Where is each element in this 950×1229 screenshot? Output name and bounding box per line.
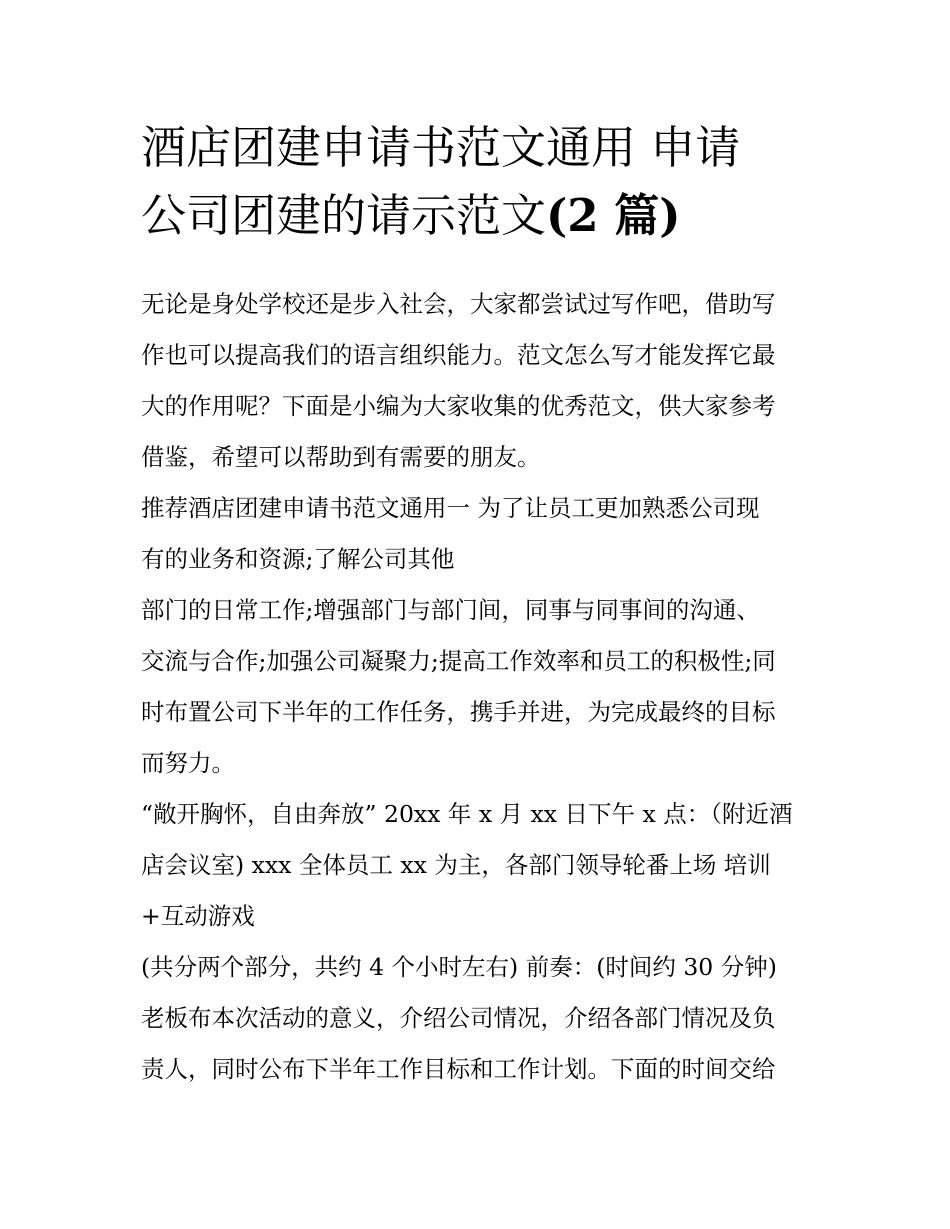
body-line: 老板布本次活动的意义，介绍公司情况，介绍各部门情况及负 (141, 1004, 776, 1032)
document-body (141, 279, 831, 1095)
body-line: 有的业务和资源;了解公司其他 (141, 545, 455, 573)
body-line: 部门的日常工作;增强部门与部门间，同事与同事间的沟通、 (141, 596, 760, 624)
title-line-2 (141, 182, 841, 250)
document-title (141, 114, 841, 250)
body-line: 借鉴，希望可以帮助到有需要的朋友。 (141, 443, 541, 471)
body-line: 推荐酒店团建申请书范文通用一 为了让员工更加熟悉公司现 (141, 494, 760, 522)
body-line: 而努力。 (141, 749, 235, 777)
body-line: 作也可以提高我们的语言组织能力。范文怎么写才能发挥它最 (141, 341, 776, 369)
body-line: 责人，同时公布下半年工作目标和工作计划。下面的时间交给 (141, 1055, 776, 1083)
body-line: 大的作用呢？下面是小编为大家收集的优秀范文，供大家参考 (141, 392, 776, 420)
body-line: +互动游戏 (141, 902, 255, 930)
body-line: 店会议室) xxx 全体员工 xx 为主，各部门领导轮番上场 培训 (141, 851, 771, 879)
title-line-1: 酒店团建申请书范文通用 申请 (141, 121, 741, 174)
body-line: 无论是身处学校还是步入社会，大家都尝试过写作吧，借助写 (141, 290, 776, 318)
body-line: 交流与合作;加强公司凝聚力;提高工作效率和员工的积极性;同 (141, 647, 776, 675)
body-line: 时布置公司下半年的工作任务，携手并进，为完成最终的目标 (141, 698, 776, 726)
title-line-2-count: (2 篇) (546, 189, 681, 242)
body-line: (共分两个部分，共约 4 个小时左右) 前奏：(时间约 30 分钟) (141, 953, 777, 981)
title-line-2-text: 公司团建的请示范文 (141, 189, 547, 242)
body-line: “敞开胸怀，自由奔放” 20xx 年 x 月 xx 日下午 x 点：（附近酒 (141, 800, 793, 828)
